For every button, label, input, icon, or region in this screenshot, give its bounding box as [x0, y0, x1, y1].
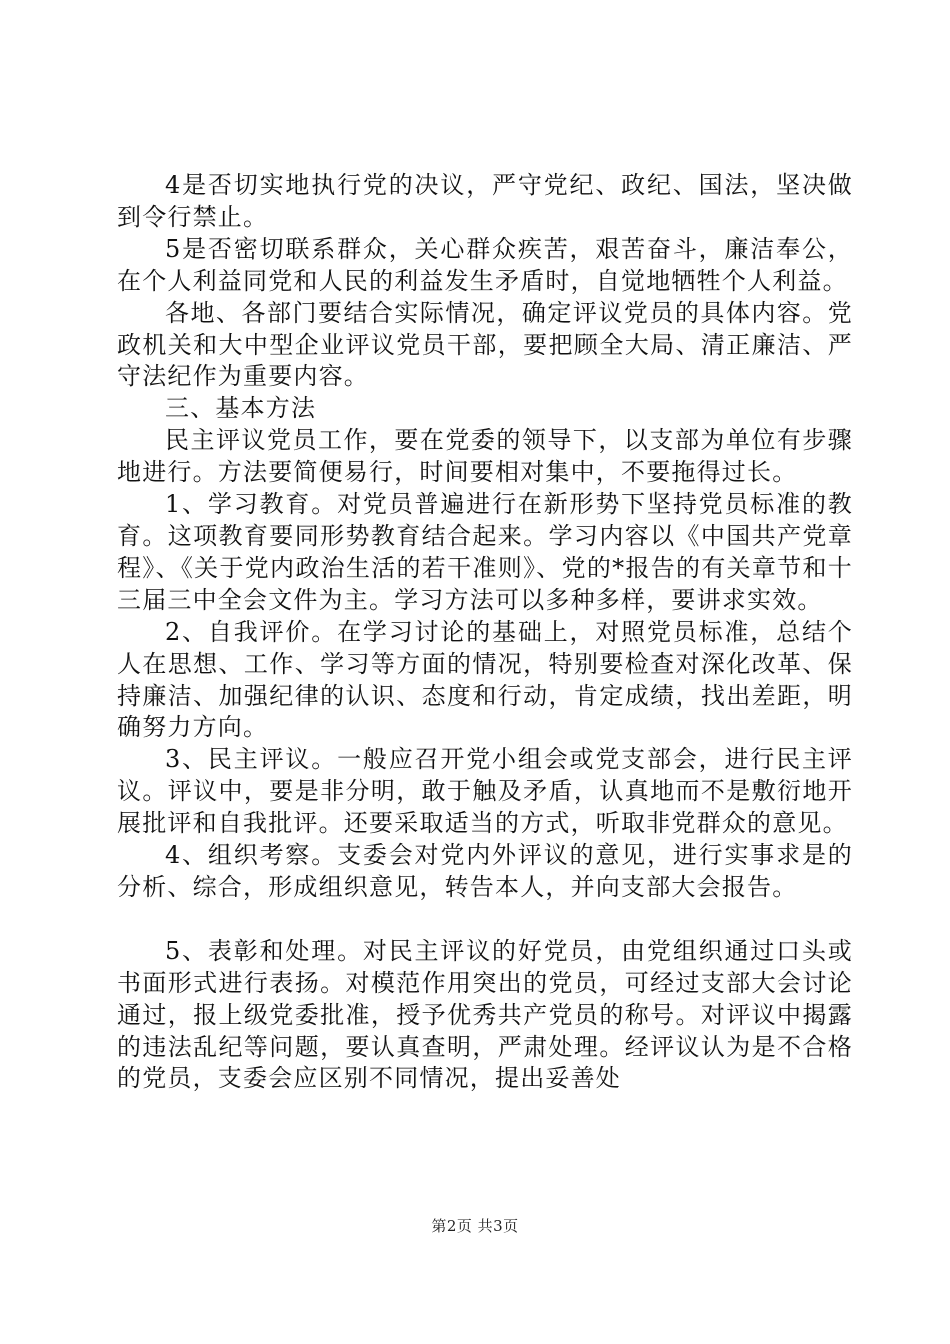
- page-number-label: 第2页 共3页: [431, 1217, 519, 1235]
- paragraph-point-4: 4是否切实地执行党的决议，严守党纪、政纪、国法，坚决做到令行禁止。: [117, 171, 853, 231]
- section-heading-basic-methods: 三、基本方法: [165, 394, 317, 423]
- paragraph-methods-intro: 民主评议党员工作，要在党委的领导下，以支部为单位有步骤地进行。方法要简便易行，时间要相对集中，不要拖得过长。: [117, 426, 853, 487]
- paragraph-step-1-study: 1、学习教育。对党员普遍进行在新形势下坚持党员标准的教育。这项教育要同形势教育结合起来。学习内容以《中国共产党章程》、《关于党内政治生活的若干准则》、党的*报告的有关章节和十三届三中全会文件为主。学习方法可以多种多样，要讲求实效。: [117, 490, 853, 614]
- paragraph-step-5-commendation: 5、表彰和处理。对民主评议的好党员，由党组织通过口头或书面形式进行表扬。对模范作用突出的党员，可经过支部大会讨论通过，报上级党委批准，授予优秀共产党员的称号。对评议中揭露的违法乱纪等问题，要认真查明，严肃处理。经评议认为是不合格的党员，支委会应区别不同情况，提出妥善处: [117, 936, 853, 1093]
- page-footer: [0, 1216, 950, 1236]
- paragraph-step-2-self-evaluation: 2、自我评价。在学习讨论的基础上，对照党员标准，总结个人在思想、工作、学习等方面的情况，特别要检查对深化改革、保持廉洁、加强纪律的认识、态度和行动，肯定成绩，找出差距，明确努力方向。: [117, 617, 853, 742]
- paragraph-point-5: 5是否密切联系群众，关心群众疾苦，艰苦奋斗，廉洁奉公，在个人利益同党和人民的利益发生矛盾时，自觉地牺牲个人利益。: [117, 234, 853, 295]
- document-body: [117, 170, 853, 1095]
- paragraph-step-3-democratic-review: 3、民主评议。一般应召开党小组会或党支部会，进行民主评议。评议中，要是非分明，敢于触及矛盾，认真地而不是敷衍地开展批评和自我批评。还要采取适当的方式，听取非党群众的意见。: [117, 745, 853, 838]
- paragraph-spacer: [117, 904, 853, 936]
- paragraph-step-4-organization-review: 4、组织考察。支委会对党内外评议的意见，进行实事求是的分析、综合，形成组织意见，转告本人，并向支部大会报告。: [117, 841, 853, 901]
- paragraph-content-note: 各地、各部门要结合实际情况，确定评议党员的具体内容。党政机关和大中型企业评议党员干部，要把顾全大局、清正廉洁、严守法纪作为重要内容。: [117, 298, 853, 391]
